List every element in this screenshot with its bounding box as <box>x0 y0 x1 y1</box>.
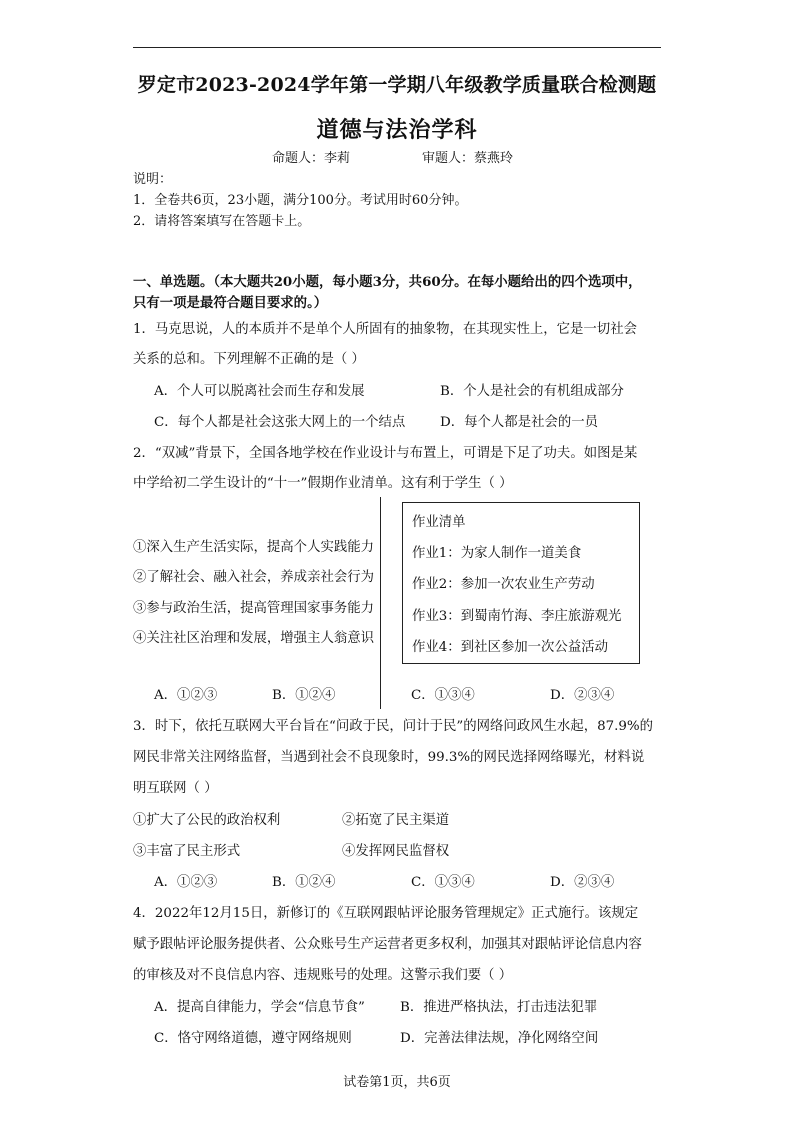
q2-stem-cont: 中学给初二学生设计的“十一”假期作业清单。这有利于学生（ ） <box>133 476 513 491</box>
q3-statement: ②拓宽了民主渠道 <box>342 813 450 828</box>
q3-statement: ①扩大了公民的政治权利 <box>133 813 281 828</box>
q4-stem-cont: 赋予跟帖评论服务提供者、公众账号生产运营者更多权利，加强其对跟帖评论信息内容 <box>133 937 642 952</box>
notes-label: 说明： <box>133 172 173 187</box>
q4-option-b: B．推进严格执法，打击违法犯罪 <box>400 1000 598 1015</box>
q2-stem: 2．“双减”背景下，全国各地学校在作业设计与布置上，可谓是下足了功夫。如图是某 <box>133 446 638 461</box>
homework-item: 作业2：参加一次农业生产劳动 <box>412 577 595 592</box>
q3-statement: ③丰富了民主形式 <box>133 844 241 859</box>
homework-item: 作业1：为家人制作一道美食 <box>412 546 582 561</box>
reviewer: 审题人：蔡燕玲 <box>422 151 514 166</box>
note-item: 2．请将答案填写在答题卡上。 <box>133 214 311 229</box>
note-item: 1．全卷共6页，23小题，满分100分。考试用时60分钟。 <box>133 193 468 208</box>
q1-option-d: D．每个人都是社会的一员 <box>440 415 599 430</box>
q1-option-a: A．个人可以脱离社会而生存和发展 <box>154 384 365 399</box>
q4-option-d: D．完善法律法规，净化网络空间 <box>400 1031 599 1046</box>
header-rule <box>133 47 661 48</box>
q2-option-a: A．①②③ <box>154 688 218 703</box>
q1-stem: 1．马克思说，人的本质并不是单个人所固有的抽象物，在其现实性上，它是一切社会 <box>133 322 637 337</box>
q2-statement: ①深入生产生活实际，提高个人实践能力 <box>133 540 375 555</box>
homework-item: 作业4：到社区参加一次公益活动 <box>412 640 608 655</box>
divider-line <box>380 497 381 709</box>
q3-stem: 3．时下，依托互联网大平台旨在“问政于民，问计于民”的网络问政风生水起，87.9%的 <box>133 719 654 734</box>
homework-item: 作业3：到蜀南竹海、李庄旅游观光 <box>412 609 622 624</box>
q3-option-a: A．①②③ <box>154 875 218 890</box>
q1-stem-cont: 关系的总和。下列理解不正确的是（ ） <box>133 352 365 367</box>
q2-statement: ④关注社区治理和发展，增强主人翁意识 <box>133 631 375 646</box>
q2-option-b: B．①②④ <box>272 688 336 703</box>
q4-stem: 4．2022年12月15日，新修订的《互联网跟帖评论服务管理规定》正式施行。该规定 <box>133 906 639 921</box>
q3-option-d: D．②③④ <box>550 875 615 890</box>
homework-list-title: 作业清单 <box>412 515 466 530</box>
q3-stem-cont: 明互联网（ ） <box>133 781 218 796</box>
q2-option-d: D．②③④ <box>550 688 615 703</box>
q4-stem-cont: 的审核及对不良信息内容、违规账号的处理。这警示我们要（ ） <box>133 968 513 983</box>
exam-title: 罗定市2023-2024学年第一学期八年级教学质量联合检测题 <box>137 74 657 96</box>
q2-option-c: C．①③④ <box>411 688 475 703</box>
section-heading-cont: 只有一项是最符合题目要求的。） <box>133 295 328 311</box>
q4-option-c: C．恪守网络道德，遵守网络规则 <box>154 1031 352 1046</box>
author: 命题人：李莉 <box>272 151 351 166</box>
q4-option-a: A．提高自律能力，学会“信息节食” <box>154 1000 365 1015</box>
subject-title: 道德与法治学科 <box>316 117 478 143</box>
q3-option-c: C．①③④ <box>411 875 475 890</box>
q3-statement: ④发挥网民监督权 <box>342 844 450 859</box>
q3-option-b: B．①②④ <box>272 875 336 890</box>
q1-option-b: B．个人是社会的有机组成部分 <box>440 384 624 399</box>
q2-statement: ②了解社会、融入社会，养成亲社会行为 <box>133 570 375 585</box>
page-footer: 试卷第1页，共6页 <box>343 1075 451 1090</box>
section-heading: 一、单选题。（本大题共20小题，每小题3分，共60分。在每小题给出的四个选项中， <box>133 274 642 290</box>
q3-stem-cont: 网民非常关注网络监督，当遇到社会不良现象时，99.3%的网民选择网络曝光，材料说 <box>133 750 645 765</box>
q2-statement: ③参与政治生活，提高管理国家事务能力 <box>133 601 375 616</box>
q1-option-c: C．每个人都是社会这张大网上的一个结点 <box>154 415 406 430</box>
